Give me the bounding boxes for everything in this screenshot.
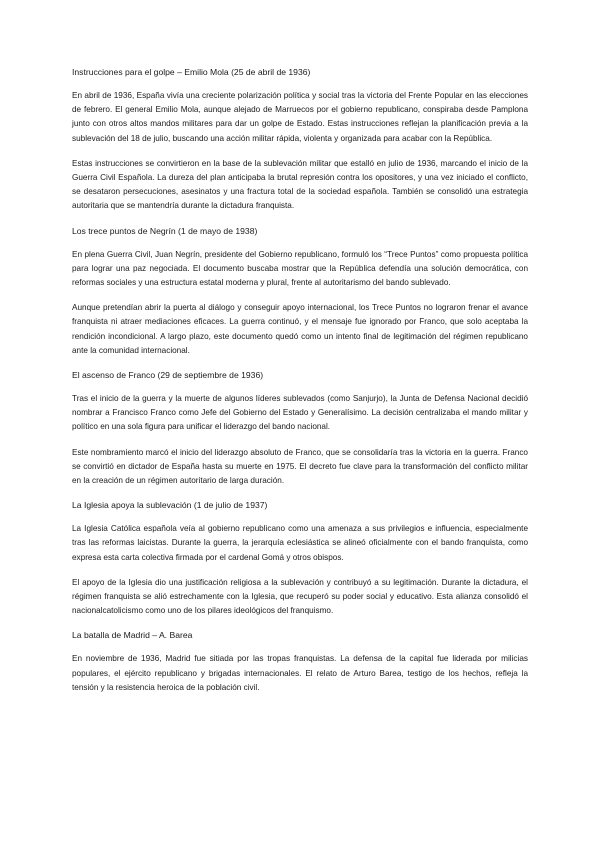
paragraph: Este nombramiento marcó el inicio del liderazgo absoluto de Franco, que se consolidaría tras la victoria en la guerra. Franco se convirtió en dictador de España hasta su muerte en 1975. El decreto fue clave para la transformación del conflicto militar en la creación de un régimen autoritario de larga duración. bbox=[72, 447, 528, 486]
section-negrin bbox=[72, 225, 528, 358]
section-heading: La batalla de Madrid – A. Barea bbox=[72, 630, 193, 641]
section-heading: La Iglesia apoya la sublevación (1 de julio de 1937) bbox=[72, 500, 268, 511]
section-mola bbox=[72, 66, 528, 214]
section-iglesia bbox=[72, 499, 528, 618]
paragraph: El apoyo de la Iglesia dio una justificación religiosa a la sublevación y contribuyó a su legitimación. Durante la dictadura, el régimen franquista se alió estrechamente con la Iglesia, que recuperó su poder social y educativo. Esta alianza consolidó el nacionalcatolicismo como uno de los pilares ideológicos del franquismo. bbox=[72, 577, 528, 616]
document-page bbox=[72, 66, 528, 706]
section-heading: Los trece puntos de Negrín (1 de mayo de 1938) bbox=[72, 225, 258, 236]
paragraph: En noviembre de 1936, Madrid fue sitiada por las tropas franquistas. La defensa de la capital fue liderada por milicias populares, el ejército republicano y brigadas internacionales. El relato de Arturo Barea, testigo de los hechos, refleja la tensión y la resistencia heroica de la población civil. bbox=[72, 654, 528, 692]
paragraph: En plena Guerra Civil, Juan Negrín, presidente del Gobierno republicano, formuló los “Trece Puntos” como propuesta política para lograr una paz negociada. El documento buscaba mostrar que la República defendía una solución democrática, con reformas sociales y una estructura estatal moderna y plural, frente al autoritarismo del bando sublevado. bbox=[72, 249, 528, 288]
paragraph: En abril de 1936, España vivía una creciente polarización política y social tras la victoria del Frente Popular en las elecciones de febrero. El general Emilio Mola, aunque alejado de Marruecos por el gobierno republicano, conspiraba desde Pamplona junto con otros altos mandos militares para dar un golpe de Estado. Estas instrucciones reflejan la planificación previa a la sublevación del 18 de julio, buscando una acción militar rápida, violenta y organizada para acabar con la República. bbox=[72, 91, 528, 143]
paragraph: La Iglesia Católica española veía al gobierno republicano como una amenaza a sus privilegios e influencia, especialmente tras las reformas laicistas. Durante la guerra, la jerarquía eclesiástica se alineó oficialmente con el bando franquista, como expresa esta carta colectiva firmada por el cardenal Gomá y otros obispos. bbox=[72, 524, 528, 562]
paragraph: Tras el inicio de la guerra y la muerte de algunos líderes sublevados (como Sanjurjo), la Junta de Defensa Nacional decidió nombrar a Francisco Franco como Jefe del Gobierno del Estado y Generalísimo. La decisión centralizaba el mando militar y político en una sola figura para unificar el liderazgo del bando nacional. bbox=[72, 394, 528, 432]
section-madrid bbox=[72, 629, 528, 695]
section-heading: Instrucciones para el golpe – Emilio Mola (25 de abril de 1936) bbox=[72, 67, 311, 77]
paragraph: Estas instrucciones se convirtieron en la base de la sublevación militar que estalló en julio de 1936, marcando el inicio de la Guerra Civil Española. La dureza del plan anticipaba la brutal represión contra los opositores, y una vez iniciado el conflicto, se desataron persecuciones, asesinatos y una fractura total de la sociedad española. También se consolidó una estrategia autoritaria que se mantendría durante la dictadura franquista. bbox=[72, 158, 528, 211]
section-heading: El ascenso de Franco (29 de septiembre de 1936) bbox=[72, 370, 264, 381]
section-franco bbox=[72, 369, 528, 488]
paragraph: Aunque pretendían abrir la puerta al diálogo y conseguir apoyo internacional, los Trece Puntos no lograron frenar el avance franquista ni atraer mediaciones eficaces. La guerra continuó, y el mensaje fue ignorado por Franco, que solo aceptaba la rendición incondicional. A largo plazo, este documento quedó como un intento final de legitimación del régimen republicano ante la comunidad internacional. bbox=[72, 303, 528, 355]
